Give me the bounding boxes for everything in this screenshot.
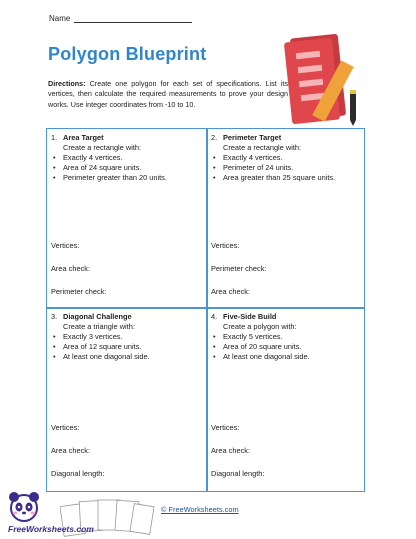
- list-item: • Exactly 4 vertices.: [51, 153, 205, 163]
- cell-heading: Diagonal Challenge: [63, 312, 132, 321]
- vertices-label: Vertices:: [51, 423, 80, 432]
- area-check-label: Area check:: [211, 287, 251, 296]
- cell-diagonal-challenge: 3. Diagonal Challenge Create a triangle with: • Exactly 3 vertices. • Area of 12 square units. • At least one diagonal side.: [51, 312, 205, 362]
- worksheet-grid: [46, 128, 365, 492]
- cell-area-target: 1. Area Target Create a rectangle with: • Exactly 4 vertices. • Area of 24 square units. • Perimeter greater than 20 units.: [51, 133, 205, 183]
- diagonal-length-label: Diagonal length:: [51, 469, 105, 478]
- list-item: • Area of 24 square units.: [51, 163, 205, 173]
- list-item: • Area of 12 square units.: [51, 342, 205, 352]
- list-item: • Exactly 3 vertices.: [51, 332, 205, 342]
- list-item: • Exactly 5 vertices.: [211, 332, 365, 342]
- book-ruler-illustration: [272, 30, 372, 130]
- logo-text: FreeWorksheets.com: [8, 524, 94, 534]
- name-field: [49, 14, 192, 23]
- vertices-label: Vertices:: [211, 241, 240, 250]
- perimeter-check-label: Perimeter check:: [211, 264, 267, 273]
- perimeter-check-label: Perimeter check:: [51, 287, 107, 296]
- list-item: • Perimeter of 24 units.: [211, 163, 365, 173]
- list-item: • Area of 20 square units.: [211, 342, 365, 352]
- diagonal-length-label: Diagonal length:: [211, 469, 265, 478]
- cell-perimeter-target: 2. Perimeter Target Create a rectangle with: • Exactly 4 vertices. • Perimeter of 24 units. • Area greater than 25 square units.: [211, 133, 365, 183]
- cell-heading: Area Target: [63, 133, 104, 142]
- directions-text: Create one polygon for each set of specifications. List its vertices, then calculate the required measurements to prove your design works. Use integer coordinates from -10 to 10.: [48, 79, 288, 109]
- list-item: • Perimeter greater than 20 units.: [51, 173, 205, 183]
- cell-heading: Five-Side Build: [223, 312, 277, 321]
- directions: [48, 79, 288, 110]
- name-label: Name: [49, 14, 71, 23]
- name-line[interactable]: [74, 14, 192, 23]
- list-item: • Area greater than 25 square units.: [211, 173, 365, 183]
- vertices-label: Vertices:: [51, 241, 80, 250]
- area-check-label: Area check:: [211, 446, 251, 455]
- directions-label: Directions:: [48, 79, 86, 88]
- page-title: Polygon Blueprint: [48, 44, 207, 64]
- area-check-label: Area check:: [51, 446, 91, 455]
- footer-link[interactable]: © FreeWorksheets.com: [161, 505, 239, 514]
- vertices-label: Vertices:: [211, 423, 240, 432]
- area-check-label: Area check:: [51, 264, 91, 273]
- list-item: • At least one diagonal side.: [211, 352, 365, 362]
- list-item: • Exactly 4 vertices.: [211, 153, 365, 163]
- cell-heading: Perimeter Target: [223, 133, 282, 142]
- list-item: • At least one diagonal side.: [51, 352, 205, 362]
- cell-five-side-build: 4. Five-Side Build Create a polygon with: • Exactly 5 vertices. • Area of 20 square units. • At least one diagonal side.: [211, 312, 365, 362]
